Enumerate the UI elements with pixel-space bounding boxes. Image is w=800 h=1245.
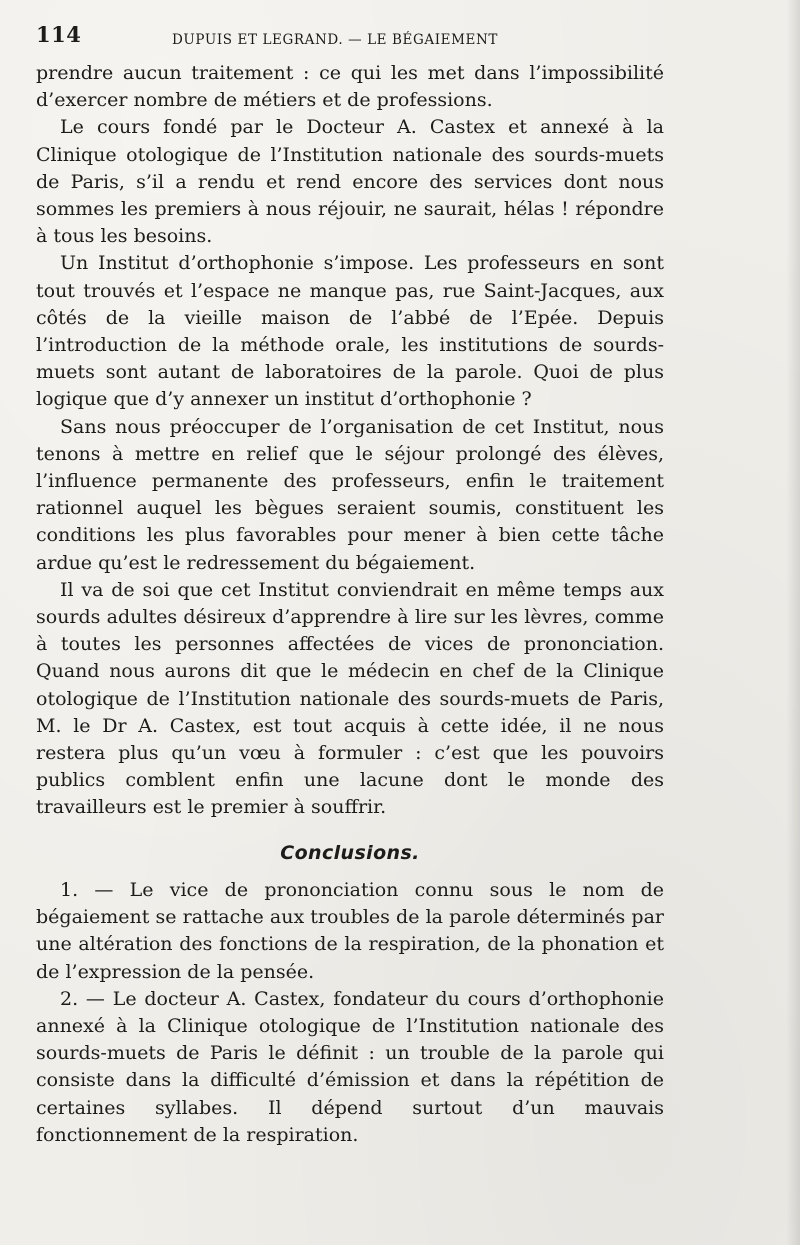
paragraph: Le cours fondé par le Docteur A. Castex et annexé à la Clinique otologique de l’Institution nationale des sourds-muets de Paris, s’il a rendu et rend encore des services dont nous sommes les premiers à nous réjouir, ne saurait, hélas ! répondre à tous les besoins. <box>36 116 664 248</box>
body-text <box>36 60 664 1149</box>
paragraph: Sans nous préoccuper de l’organisation de cet Institut, nous tenons à mettre en relief que le séjour prolongé des élèves, l’influence permanente des professeurs, enfin le traitement rationnel auquel les bègues seraient soumis, constituent les conditions les plus favorables pour mener à bien cette tâche ardue qu’est le redressement du bégaiement. <box>36 415 664 574</box>
conclusions-heading: Conclusions. <box>280 841 420 864</box>
paragraph-continuation: prendre aucun traitement : ce qui les met dans l’impossibilité d’exercer nombre de métiers et de professions. <box>36 62 664 112</box>
conclusion-item: 1. — Le vice de prononciation connu sous le nom de bégaiement se rattache aux troubles de la parole déterminés par une altération des fonctions de la respiration, de la phonation et de l’expression de la pensée. <box>36 878 664 983</box>
page-number: 114 <box>36 22 82 47</box>
page-header <box>36 22 736 50</box>
page-edge-shadow <box>786 0 800 1245</box>
running-head: DUPUIS ET LEGRAND. — LE BÉGAIEMENT <box>172 32 498 48</box>
paragraph: Un Institut d’orthophonie s’impose. Les professeurs en sont tout trouvés et l’espace ne manque pas, rue Saint-Jacques, aux côtés de la vieille maison de l’abbé de l’Epée. Depuis l’introduction de la méthode orale, les institutions de sourds-muets sont autant de laboratoires de la parole. Quoi de plus logique que d’y annexer un institut d’orthophonie ? <box>36 252 664 411</box>
paragraph: Il va de soi que cet Institut conviendrait en même temps aux sourds adultes désireux d’apprendre à lire sur les lèvres, comme à toutes les personnes affectées de vices de prononciation. Quand nous aurons dit que le médecin en chef de la Clinique otologique de l’Institution nationale des sourds-muets de Paris, M. le Dr A. Castex, est tout acquis à cette idée, il ne nous restera plus qu’un vœu à formuler : c’est que les pouvoirs publics comblent enfin une lacune dont le monde des travailleurs est le premier à souffrir. <box>36 578 664 819</box>
conclusion-item: 2. — Le docteur A. Castex, fondateur du cours d’orthophonie annexé à la Clinique otologique de l’Institution nationale des sourds-muets de Paris le définit : un trouble de la parole qui consiste dans la difficulté d’émission et dans la répétition de certaines syllabes. Il dépend surtout d’un mauvais fonctionnement de la respiration. <box>36 987 664 1146</box>
